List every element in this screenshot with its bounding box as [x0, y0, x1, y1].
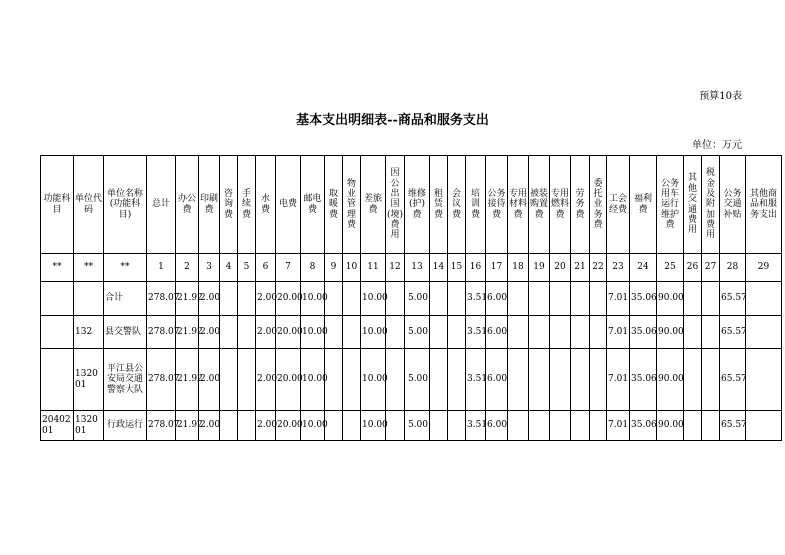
column-header: 水费 [256, 156, 276, 254]
table-cell [746, 411, 782, 441]
table-cell [571, 282, 590, 316]
column-header: 公务交通补贴 [720, 156, 746, 254]
table-cell: 65.57 [720, 349, 746, 411]
table-cell: 2.00 [256, 349, 276, 411]
table-cell [448, 411, 466, 441]
table-cell [220, 411, 238, 441]
column-index-cell: 5 [238, 254, 256, 282]
column-header: 劳务费 [571, 156, 590, 254]
table-cell [550, 316, 571, 349]
column-index-cell: 15 [448, 254, 466, 282]
table-cell [508, 282, 529, 316]
table-cell [74, 282, 104, 316]
table-cell: 65.57 [720, 282, 746, 316]
column-header: 取暖费 [325, 156, 343, 254]
table-number-note: 预算10表 [699, 91, 742, 102]
column-index-cell: 16 [466, 254, 486, 282]
table-cell: 5.00 [405, 349, 430, 411]
column-index-cell: 8 [301, 254, 325, 282]
column-header: 咨询费 [220, 156, 238, 254]
table-cell [529, 316, 550, 349]
table-cell: 35.06 [630, 411, 657, 441]
column-index-cell: 1 [147, 254, 176, 282]
table-cell: 65.57 [720, 411, 746, 441]
table-cell: 90.00 [657, 316, 684, 349]
table-cell: 7.01 [607, 349, 630, 411]
column-index-cell: 24 [630, 254, 657, 282]
table-cell [571, 411, 590, 441]
table-cell: 132001 [74, 349, 104, 411]
column-header: 其他交通费用 [684, 156, 702, 254]
table-cell [430, 411, 448, 441]
table-cell [220, 282, 238, 316]
column-index-cell: ** [41, 254, 74, 282]
table-cell: 132 [74, 316, 104, 349]
table-cell [702, 349, 720, 411]
column-index-cell: 27 [702, 254, 720, 282]
table-cell: 35.06 [630, 349, 657, 411]
column-index-cell: 26 [684, 254, 702, 282]
table-cell: 90.00 [657, 349, 684, 411]
column-header: 其他商品和服务支出 [746, 156, 782, 254]
table-cell [590, 316, 607, 349]
table-cell: 10.00 [361, 411, 386, 441]
table-cell [550, 349, 571, 411]
table-cell: 2040201 [41, 411, 74, 441]
table-cell [702, 316, 720, 349]
table-cell [684, 349, 702, 411]
table-cell [590, 282, 607, 316]
column-header: 总计 [147, 156, 176, 254]
table-cell: 278.07 [147, 282, 176, 316]
table-cell [448, 282, 466, 316]
table-cell: 10.00 [301, 316, 325, 349]
table-cell [238, 411, 256, 441]
table-cell: 平江县公安局交通警察大队 [104, 349, 147, 411]
table-cell [746, 282, 782, 316]
column-index-cell: ** [104, 254, 147, 282]
column-header: 因公出国(境)费用 [386, 156, 405, 254]
table-cell [702, 282, 720, 316]
table-cell: 90.00 [657, 411, 684, 441]
column-index-cell: 13 [405, 254, 430, 282]
table-cell: 278.07 [147, 411, 176, 441]
column-header: 培训费 [466, 156, 486, 254]
table-cell [41, 316, 74, 349]
table-cell [508, 316, 529, 349]
column-index-cell: 11 [361, 254, 386, 282]
table-cell [684, 282, 702, 316]
table-cell [343, 411, 361, 441]
table-cell: 10.00 [301, 282, 325, 316]
table-cell [529, 411, 550, 441]
column-index-cell: 23 [607, 254, 630, 282]
header-row [41, 156, 782, 254]
table-cell [684, 316, 702, 349]
table-cell: 7.01 [607, 282, 630, 316]
table-cell: 20.00 [276, 316, 301, 349]
table-cell [238, 349, 256, 411]
table-cell [529, 282, 550, 316]
table-cell [220, 349, 238, 411]
column-index-cell: 14 [430, 254, 448, 282]
column-header: 工会经费 [607, 156, 630, 254]
table-cell [343, 282, 361, 316]
table-cell: 7.01 [607, 411, 630, 441]
column-header: 专用材料费 [508, 156, 529, 254]
table-cell [343, 316, 361, 349]
table-cell: 3.51 [466, 316, 486, 349]
table-cell [238, 282, 256, 316]
table-cell [550, 411, 571, 441]
table-cell: 20.00 [276, 282, 301, 316]
column-index-cell: 10 [343, 254, 361, 282]
table-cell: 278.07 [147, 316, 176, 349]
table-cell [508, 349, 529, 411]
table-cell [571, 316, 590, 349]
table-cell: 5.00 [405, 316, 430, 349]
table-cell: 2.00 [199, 316, 220, 349]
table-cell: 132001 [74, 411, 104, 441]
column-header: 功能科目 [41, 156, 74, 254]
column-index-cell: 12 [386, 254, 405, 282]
table-cell: 65.57 [720, 316, 746, 349]
table-cell: 21.92 [176, 349, 199, 411]
column-header: 会议费 [448, 156, 466, 254]
table-cell: 5.00 [405, 411, 430, 441]
table-cell: 2.00 [199, 349, 220, 411]
table-cell: 2.00 [256, 316, 276, 349]
table-row [41, 349, 782, 411]
column-header: 福利费 [630, 156, 657, 254]
table-cell [386, 411, 405, 441]
table-cell: 20.00 [276, 411, 301, 441]
table-cell: 6.00 [486, 282, 508, 316]
column-index-cell: 3 [199, 254, 220, 282]
expenditure-table [40, 155, 782, 441]
column-header: 单位代码 [74, 156, 104, 254]
table-cell [508, 411, 529, 441]
column-header: 专用燃料费 [550, 156, 571, 254]
column-header: 公务接待费 [486, 156, 508, 254]
table-cell: 2.00 [199, 282, 220, 316]
column-header: 租赁费 [430, 156, 448, 254]
table-cell [702, 411, 720, 441]
table-cell [41, 349, 74, 411]
column-index-cell: 4 [220, 254, 238, 282]
table-cell [220, 316, 238, 349]
column-index-cell: 17 [486, 254, 508, 282]
table-cell [430, 282, 448, 316]
table-cell: 3.51 [466, 349, 486, 411]
table-row [41, 282, 782, 316]
table-cell [343, 349, 361, 411]
table-cell [550, 282, 571, 316]
column-header: 差旅费 [361, 156, 386, 254]
table-cell: 7.01 [607, 316, 630, 349]
column-header: 被装购置费 [529, 156, 550, 254]
table-cell [448, 316, 466, 349]
column-index-cell: 18 [508, 254, 529, 282]
table-cell: 6.00 [486, 316, 508, 349]
unit-label: 单位：万元 [692, 140, 742, 151]
table-row [41, 411, 782, 441]
table-cell: 3.51 [466, 282, 486, 316]
column-index-cell: 25 [657, 254, 684, 282]
table-cell [386, 316, 405, 349]
column-header: 物业管理费 [343, 156, 361, 254]
table-cell: 35.06 [630, 316, 657, 349]
table-cell: 21.92 [176, 282, 199, 316]
table-cell: 2.00 [199, 411, 220, 441]
table-cell: 5.00 [405, 282, 430, 316]
table-cell: 2.00 [256, 411, 276, 441]
column-header: 委托业务费 [590, 156, 607, 254]
column-index-row [41, 254, 782, 282]
column-header: 印刷费 [199, 156, 220, 254]
table-cell [746, 316, 782, 349]
table-cell: 10.00 [301, 411, 325, 441]
column-header: 税金及附加费用 [702, 156, 720, 254]
table-cell: 21.92 [176, 316, 199, 349]
column-index-cell: 20 [550, 254, 571, 282]
column-index-cell: 21 [571, 254, 590, 282]
table-cell [590, 349, 607, 411]
table-cell: 6.00 [486, 411, 508, 441]
column-index-cell: 9 [325, 254, 343, 282]
table-cell [746, 349, 782, 411]
table-cell: 2.00 [256, 282, 276, 316]
table-cell [238, 316, 256, 349]
column-index-cell: ** [74, 254, 104, 282]
table-cell: 10.00 [361, 316, 386, 349]
column-index-cell: 29 [746, 254, 782, 282]
column-index-cell: 22 [590, 254, 607, 282]
page-title: 基本支出明细表--商品和服务支出 [296, 113, 489, 128]
column-header: 手续费 [238, 156, 256, 254]
table-cell: 10.00 [361, 282, 386, 316]
column-index-cell: 7 [276, 254, 301, 282]
table-cell [41, 282, 74, 316]
table-cell [430, 316, 448, 349]
table-cell: 10.00 [301, 349, 325, 411]
table-cell: 县交警队 [104, 316, 147, 349]
table-cell: 90.00 [657, 282, 684, 316]
column-index-cell: 6 [256, 254, 276, 282]
column-header: 维修(护)费 [405, 156, 430, 254]
table-cell: 3.51 [466, 411, 486, 441]
table-cell: 21.92 [176, 411, 199, 441]
table-cell: 合计 [104, 282, 147, 316]
column-index-cell: 19 [529, 254, 550, 282]
column-index-cell: 28 [720, 254, 746, 282]
table-cell: 6.00 [486, 349, 508, 411]
table-cell: 10.00 [361, 349, 386, 411]
table-cell [386, 349, 405, 411]
table-cell: 35.06 [630, 282, 657, 316]
table-cell [529, 349, 550, 411]
column-index-cell: 2 [176, 254, 199, 282]
column-header: 邮电费 [301, 156, 325, 254]
column-header: 公务用车运行维护费 [657, 156, 684, 254]
column-header: 单位名称(功能科目) [104, 156, 147, 254]
table-cell [430, 349, 448, 411]
table-cell [571, 349, 590, 411]
table-cell [386, 282, 405, 316]
column-header: 办公费 [176, 156, 199, 254]
table-cell: 278.07 [147, 349, 176, 411]
table-cell [448, 349, 466, 411]
table-row [41, 316, 782, 349]
table-cell [590, 411, 607, 441]
table-cell [684, 411, 702, 441]
column-header: 电费 [276, 156, 301, 254]
table-cell: 行政运行 [104, 411, 147, 441]
table-cell: 20.00 [276, 349, 301, 411]
